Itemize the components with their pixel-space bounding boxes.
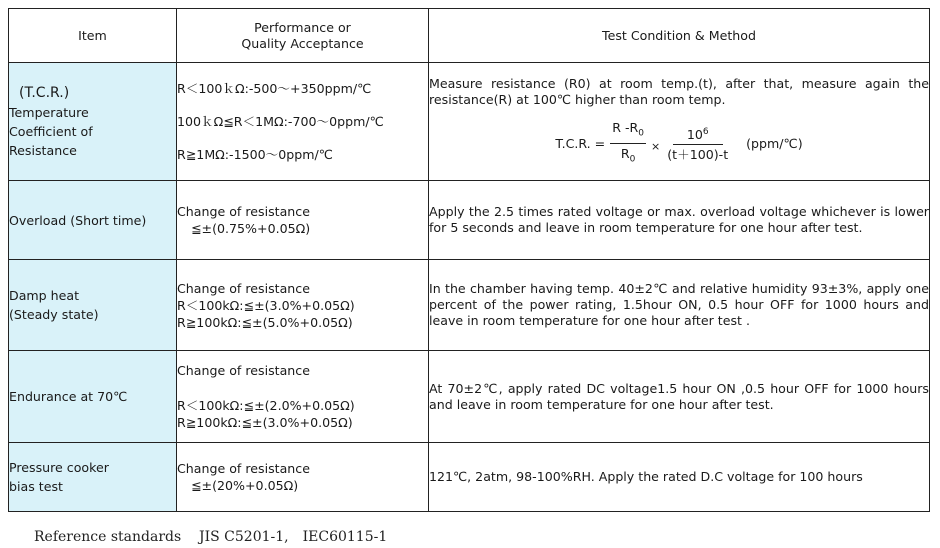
- tcr-abbreviation: (T.C.R.): [19, 84, 70, 101]
- item-cell-tcr: [9, 63, 177, 181]
- cond-cell-overload: Apply the 2.5 times rated voltage or max. overload voltage whichever is lower for 5 seconds and leave in room temperature for one hour after test.: [429, 181, 930, 260]
- table-row-endurance: [9, 351, 930, 443]
- overload-perf-value: ≦±(0.75%+0.05Ω): [191, 221, 311, 236]
- perf-cell-overload: [177, 181, 429, 260]
- overload-perf-label: Change of resistance: [177, 204, 310, 219]
- formula-fraction-1: [610, 120, 646, 167]
- formula-unit: (ppm/℃): [746, 135, 803, 151]
- table-row-damp-heat: [9, 260, 930, 351]
- reference-standards-list: JIS C5201-1, IEC60115-1: [199, 529, 388, 545]
- perf-cell-tcr: [177, 63, 429, 181]
- formula-times: ×: [651, 139, 661, 153]
- pressure-perf-label: Change of resistance: [177, 461, 310, 476]
- fraction-2-denominator: (t＋100)-t: [667, 147, 729, 163]
- formula-fraction-2: [665, 124, 730, 163]
- item-cell-overload: Overload (Short time): [9, 181, 177, 260]
- fraction-2-numerator: $10^6$: [673, 124, 723, 145]
- perf-cell-pressure-cooker: [177, 443, 429, 512]
- item-cell-pressure-cooker: Pressure cooker bias test: [9, 443, 177, 512]
- table-row-overload: [9, 181, 930, 260]
- header-row: [9, 9, 930, 63]
- header-test-condition: Test Condition & Method: [429, 9, 930, 63]
- table-row-pressure-cooker: [9, 443, 930, 512]
- pressure-perf-value: ≦±(20%+0.05Ω): [191, 478, 299, 493]
- cond-cell-pressure-cooker: 121℃, 2atm, 98-100%RH. Apply the rated D.C voltage for 100 hours: [429, 443, 930, 512]
- cond-cell-endurance: At 70±2℃, apply rated DC voltage1.5 hour ON ,0.5 hour OFF for 1000 hours and leave in room temperature for one hour after test.: [429, 351, 930, 443]
- cond-cell-tcr: [429, 63, 930, 181]
- reference-standards: [34, 526, 387, 546]
- perf-cell-damp-heat: [177, 260, 429, 351]
- header-item: Item: [9, 9, 177, 63]
- tcr-range-1: R＜100ｋΩ:-500～+350ppm/℃: [177, 81, 372, 96]
- formula-label: T.C.R. =: [555, 135, 606, 151]
- endurance-perf-value-2: R≧100kΩ:≦±(3.0%+0.05Ω): [177, 415, 353, 430]
- header-performance: [177, 9, 429, 63]
- endurance-perf-label: Change of resistance: [177, 363, 310, 378]
- fraction-1-numerator: R $-R_0$: [610, 120, 646, 144]
- header-performance-line2: Quality Acceptance: [241, 35, 364, 51]
- reference-standards-label: Reference standards: [34, 529, 182, 545]
- tcr-method-text: Measure resistance (R0) at room temp.(t), after that, measure again the resistance(R) at 100℃ higher than room temp.: [429, 75, 929, 107]
- item-cell-damp-heat: Damp heat (Steady state): [9, 260, 177, 351]
- damp-perf-label: Change of resistance: [177, 280, 310, 296]
- tcr-name-line1: Temperature: [9, 104, 89, 120]
- tcr-range-2: 100ｋΩ≦R＜1MΩ:-700～0ppm/℃: [177, 114, 384, 129]
- damp-perf-value-2: R≧100kΩ:≦±(5.0%+0.05Ω): [177, 314, 353, 330]
- item-cell-endurance: Endurance at 70℃: [9, 351, 177, 443]
- fraction-1-denominator: $R_0$: [620, 145, 636, 165]
- tcr-name-line2: Coefficient of: [9, 123, 93, 139]
- damp-perf-value-1: R＜100kΩ:≦±(3.0%+0.05Ω): [177, 297, 355, 313]
- table-row-tcr: [9, 63, 930, 181]
- perf-cell-endurance: [177, 351, 429, 443]
- tcr-name-line3: Resistance: [9, 142, 77, 158]
- tcr-formula: [429, 120, 929, 167]
- header-performance-line1: Performance or: [254, 19, 351, 35]
- specification-table: [8, 8, 930, 512]
- cond-cell-damp-heat: In the chamber having temp. 40±2℃ and relative humidity 93±3%, apply one percent of the power rating, 1.5hour ON, 0.5 hour OFF for 1000 hours and leave in room temperature for one hour after test .: [429, 260, 930, 351]
- endurance-perf-value-1: R＜100kΩ:≦±(2.0%+0.05Ω): [177, 398, 355, 413]
- tcr-range-3: R≧1MΩ:-1500～0ppm/℃: [177, 147, 333, 162]
